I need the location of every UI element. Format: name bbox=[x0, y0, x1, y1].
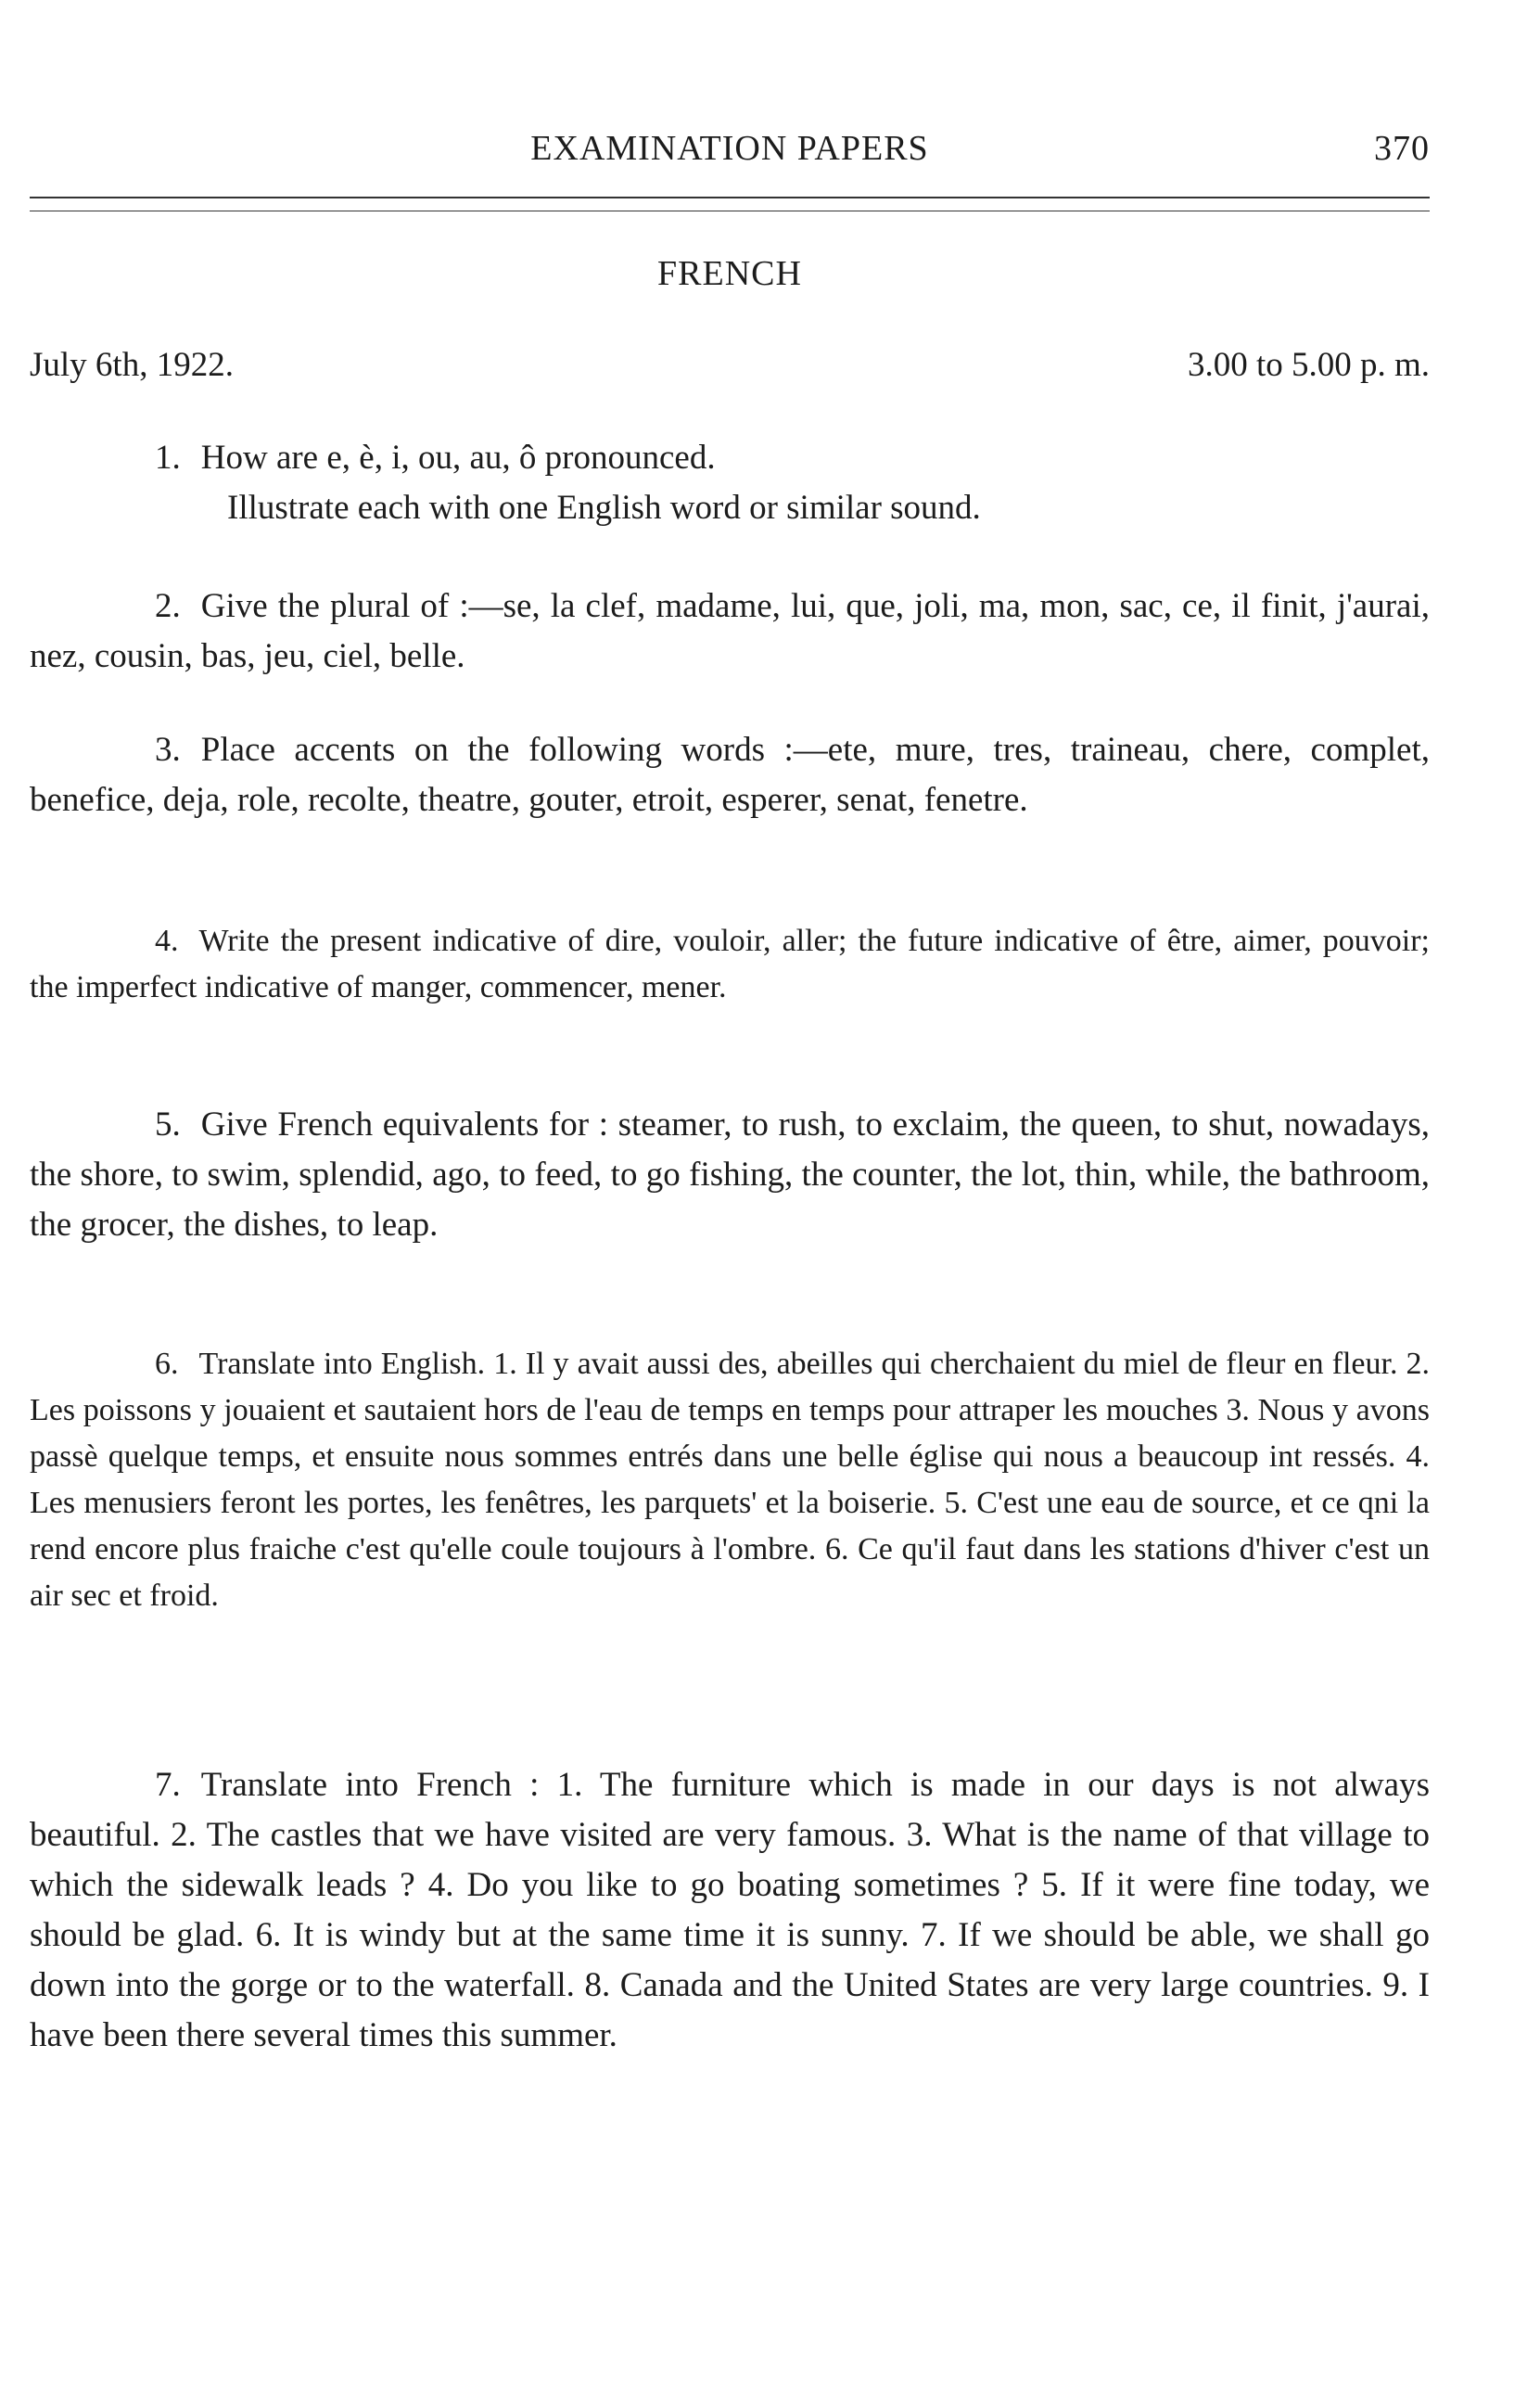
question-text: Give the plural of :—se, la clef, madame, lui, que, joli, ma, mon, sac, ce, il finit, j'aurai, nez, cousin, bas, jeu, ciel, belle. bbox=[30, 587, 1430, 675]
question-1 bbox=[30, 433, 1430, 533]
running-title: EXAMINATION PAPERS bbox=[530, 129, 929, 168]
question-number: 6. bbox=[155, 1347, 179, 1381]
exam-date: July 6th, 1922. bbox=[30, 346, 234, 384]
question-6 bbox=[30, 1341, 1430, 1619]
question-text: Translate into French : 1. The furniture which is made in our days is not always beautiful. 2. The castles that we have visited are very famous. 3. What is the name of that village to which the sidewalk leads ? 4. Do you like to go boating sometimes ? 5. If it were fine today, we should be glad. 6. It is windy but at the same time it is sunny. 7. If we should be able, we shall go down into the gorge or to the waterfall. 8. Canada and the United States are very large countries. 9. I have been there several times this summer. bbox=[30, 1766, 1430, 2054]
question-text: How are e, è, i, ou, au, ô pronounced. bbox=[200, 439, 716, 477]
exam-time: 3.00 to 5.00 p. m. bbox=[1187, 346, 1430, 384]
running-header bbox=[30, 128, 1430, 184]
question-3 bbox=[30, 725, 1430, 825]
question-4 bbox=[30, 918, 1430, 1011]
header-rule bbox=[30, 197, 1430, 198]
subject-heading: FRENCH bbox=[657, 254, 802, 293]
question-text: Place accents on the following words :—ete, mure, tres, traineau, chere, complet, benefice, deja, role, recolte, theatre, gouter, etroit, esperer, senat, fenetre. bbox=[30, 731, 1430, 819]
question-number: 3. bbox=[155, 731, 181, 769]
question-number: 2. bbox=[155, 587, 181, 625]
page-number: 370 bbox=[1374, 129, 1430, 168]
question-text: Write the present indicative of dire, vouloir, aller; the future indicative of être, aimer, pouvoir; the imperfect indicative of manger, commencer, mener. bbox=[30, 924, 1430, 1004]
exam-page bbox=[30, 0, 1430, 2403]
question-5 bbox=[30, 1100, 1430, 1250]
question-text-line2: Illustrate each with one English word or similar sound. bbox=[227, 489, 981, 527]
question-text: Translate into English. 1. Il y avait aussi des, abeilles qui cherchaient du miel de fleur en fleur. 2. Les poissons y jouaient et sautaient hors de l'eau de temps en temps pour attraper les mouches 3. Nous y avons passè quelque temps, et ensuite nous sommes entrés dans une belle église qui nous a beaucoup int ressés. 4. Les menusiers feront les portes, les fenêtres, les parquets' et la boiserie. 5. C'est une eau de source, et ce qni la rend encore plus fraiche c'est qu'elle coule toujours à l'ombre. 6. Ce qu'il faut dans les stations d'hiver c'est un air sec et froid. bbox=[30, 1347, 1430, 1613]
question-2 bbox=[30, 582, 1430, 682]
question-number: 5. bbox=[155, 1106, 181, 1144]
question-number: 1. bbox=[155, 439, 181, 477]
question-text: Give French equivalents for : steamer, to rush, to exclaim, the queen, to shut, nowadays, the shore, to swim, splendid, ago, to feed, to go fishing, the counter, the lot, thin, while, the bathroom, the grocer, the dishes, to leap. bbox=[30, 1106, 1430, 1244]
question-number: 4. bbox=[155, 924, 179, 958]
question-7 bbox=[30, 1760, 1430, 2061]
question-number: 7. bbox=[155, 1766, 181, 1804]
